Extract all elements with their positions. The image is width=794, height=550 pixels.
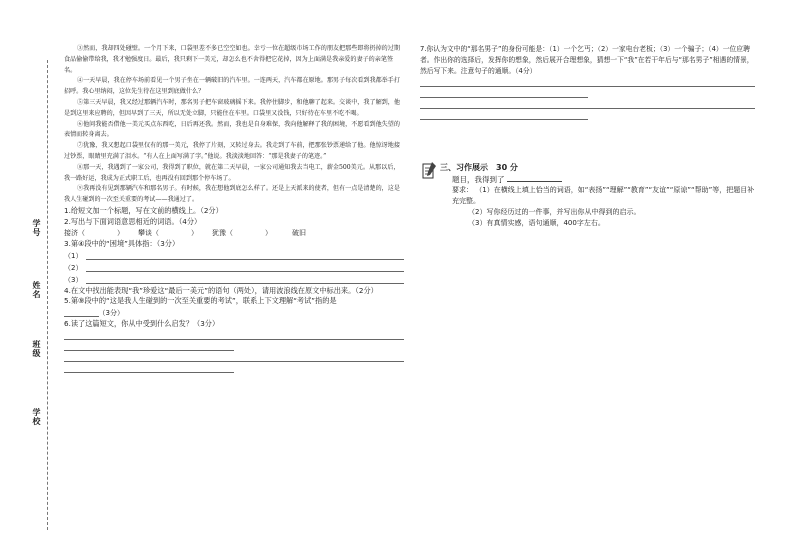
q6-answer-line[interactable] <box>64 350 234 351</box>
req-2: （2）写你经历过的一件事，并写出你从中得到的启示。 <box>468 208 641 216</box>
q3-answer[interactable] <box>64 274 404 286</box>
writing-title: 三、习作展示 30 分 <box>440 163 518 172</box>
q3-answer[interactable] <box>64 250 404 262</box>
name-label: 姓名 <box>32 281 41 299</box>
passage-paragraph: ⑤第三天早晨，我又经过那辆汽车时，那名男子把车窗玻璃摇下来。我停住脚步，和他聊了起来。交谈中，我了解到，他是到这里来应聘的，但因早到了三天，所以无处立脚，只能住在车里。口袋里又没钱，只好待在车里不吃不喝。 <box>64 98 400 117</box>
writing-requirement <box>452 185 760 207</box>
passage-paragraph: ⑨我再没有见到那辆汽车和那名男子。有时候，我在想他到底怎么样了。还是上天派来的使者，但有一点是清楚的，这是我人生碰到的一次至关重要的考试——我通过了。 <box>64 185 400 204</box>
question-2: 2.写出与下面词语意思相近的词语。（4分） <box>64 216 202 226</box>
q2-blank[interactable]: ） <box>117 229 124 238</box>
binding-line <box>47 60 48 530</box>
reading-section <box>64 44 404 373</box>
q7-answer-line[interactable] <box>420 86 755 87</box>
writing-topic-row <box>452 173 760 185</box>
question-7: 7.你认为文中的“那名男子”的身份可能是：（1）一个乞丐；（2）一家电台老板；（3）一个骗子；（4）一位应聘者。作出你的选择后，发挥你的想象，然后展开合理想象，猜想一下“我”在若干年后与“那名男子”相遇的情景，然后写下来。注意句子的通顺。（4分） <box>420 45 754 75</box>
q3-answer[interactable] <box>64 262 404 274</box>
q5-answer[interactable] <box>64 307 124 319</box>
q2-word: 犹豫（ <box>212 229 233 238</box>
q3-index: （3） <box>64 275 83 284</box>
req-3: （3）有真情实感，语句通顺，400字左右。 <box>468 219 605 227</box>
passage-paragraph: ⑦犹豫，我又想起口袋里仅有的那一美元，我停了片刻，又转过身去。我走到了车前，把那张钞票递给了他。他惊讶地接过钞票，眼睛里充满了泪水。“有人在上面写满了字。”他说。我淡淡地回答：“那是我妻子的笔迹。” <box>64 142 400 160</box>
q2-word: 攀谈（ <box>138 229 159 238</box>
q2-blank[interactable]: ） <box>191 229 198 238</box>
topic-blank[interactable] <box>507 173 562 182</box>
writing-topic: 题目，我得到了 <box>452 175 505 184</box>
question-1: 1.给短文加一个标题，写在文前的横线上。（2分） <box>64 205 223 215</box>
passage-paragraph: ④一天早晨，我在停车场前看见一个男子坐在一辆破旧的汽车里。一连两天，汽车都在原地。那男子每次看到我都举手打招呼。我心里纳闷，这位先生待在这里到底做什么？ <box>64 77 400 96</box>
pencil-icon <box>421 160 437 182</box>
q7-answer-line[interactable] <box>420 119 588 120</box>
q2-words <box>64 227 404 239</box>
question-6: 6.读了这篇短文，你从中受到什么启发？（3分） <box>64 318 220 328</box>
class-label: 班级 <box>32 340 41 358</box>
question-3: 3.第④段中的“困境”具体指：（3分） <box>64 239 180 249</box>
passage-paragraph: ⑥他问我能否借他一美元买点东西吃，日后再还我。然而，我也是自身难保，我向他解释了我的困境，不愿看到他失望的表情而转身离去。 <box>64 120 400 139</box>
q2-blank[interactable]: ） <box>265 229 272 238</box>
writing-section <box>440 162 760 229</box>
q6-answer-line[interactable] <box>64 339 404 340</box>
school-label: 学校 <box>32 408 41 426</box>
q2-word: 破旧 <box>292 229 306 238</box>
question-5: 5.第⑨段中的“这是我人生碰到的一次至关重要的考试”，联系上下文理解“考试”指的是 <box>64 296 337 306</box>
q7-answer-line[interactable] <box>420 108 755 109</box>
q6-answer-line[interactable] <box>64 372 234 373</box>
passage-paragraph: ③然而，我却四处碰壁。一个月下来，口袋里差不多已空空如也。幸亏一位在超级市场工作的朋友把那些即将扔掉的过期食品偷偷带给我，我才勉强度日。最后，我只剩下一美元，却怎么也不舍得把它花掉，因为上面满是我亲爱的妻子的亲笔签名。 <box>64 45 400 74</box>
q7-answer-line[interactable] <box>420 97 588 98</box>
q2-word: 接济（ <box>64 229 85 238</box>
q3-index: （1） <box>64 251 83 260</box>
q3-index: （2） <box>64 263 83 272</box>
req-label: 要求： <box>452 186 473 194</box>
student-id-label: 学号 <box>32 219 41 237</box>
q6-answer-line[interactable] <box>64 361 404 362</box>
right-column <box>420 44 760 120</box>
passage-paragraph: ⑧那一天，我遇到了一家公司，我得到了职位，就在第二天早晨，一家公司通知我去当电工，薪金500美元。从那以后，我一路好运，我成为正式职工后，也再没有回到那个停车场了。 <box>64 163 400 182</box>
question-4: 4.在文中找出能表现“我”珍爱这“最后一美元”的语句（两处），请用波浪线在原文中标出来。（2分） <box>64 285 378 295</box>
req-1: （1）在横线上填上恰当的词语，如“表扬”“理解”“教育”“友谊”“原谅”“帮助”等，把题目补充完整。 <box>452 186 755 205</box>
q5-score: （3分） <box>98 309 124 318</box>
